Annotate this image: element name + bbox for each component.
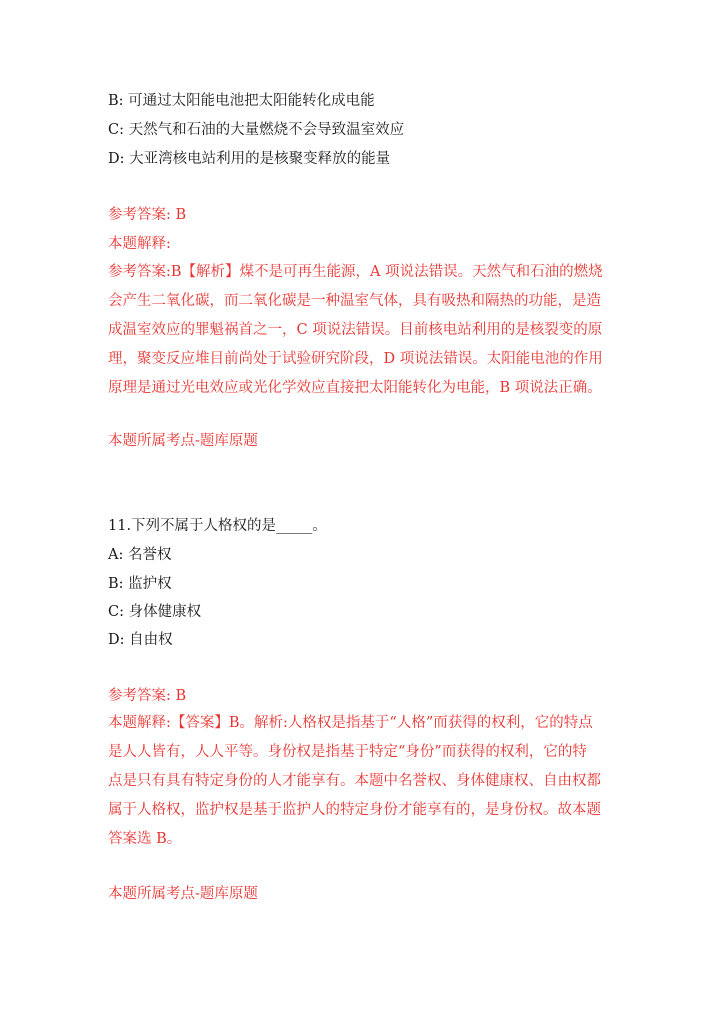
q10-explanation	[108, 258, 608, 403]
q11-source: 本题所属考点-题库原题	[108, 886, 258, 902]
q11-explanation	[108, 709, 608, 854]
q11-explanation-line: 点是只有具有特定身份的人才能享有。本题中名誉权、身体健康权、自由权都	[108, 773, 601, 789]
q11-explanation-line: 属于人格权，监护权是基于监护人的特定身份才能享有的，是身份权。故本题	[108, 802, 601, 818]
q10-option-c: C: 天然气和石油的大量燃烧不会导致温室效应	[108, 122, 405, 138]
q10-explanation-line: 原理是通过光电效应或光化学效应直接把太阳能转化为电能，B 项说法正确。	[108, 380, 602, 396]
q11-explanation-line: 答案选 B。	[108, 831, 182, 847]
q11-option-d: D: 自由权	[108, 632, 173, 648]
q11-explanation-line: 是人人皆有，人人平等。身份权是指基于特定“身份”而获得的权利，它的特	[108, 744, 587, 760]
q11-option-a: A: 名誉权	[108, 547, 172, 563]
q11-answer: 参考答案: B	[108, 688, 187, 704]
q10-option-b: B: 可通过太阳能电池把太阳能转化成电能	[108, 93, 375, 109]
q10-answer: 参考答案: B	[108, 207, 187, 223]
q11-option-c: C: 身体健康权	[108, 604, 202, 620]
q10-explanation-line: 理，聚变反应堆目前尚处于试验研究阶段，D 项说法错误。太阳能电池的作用	[108, 351, 603, 367]
q10-source: 本题所属考点-题库原题	[108, 433, 258, 449]
q10-explanation-line: 会产生二氧化碳，而二氧化碳是一种温室气体，具有吸热和隔热的功能，是造	[108, 293, 601, 309]
q10-explanation-label: 本题解释:	[108, 236, 171, 252]
q10-option-d: D: 大亚湾核电站利用的是核聚变释放的能量	[108, 151, 391, 167]
q10-explanation-line: 参考答案:B【解析】煤不是可再生能源，A 项说法错误。天然气和石油的燃烧	[108, 264, 603, 280]
q11-stem: 11.下列不属于人格权的是_____。	[108, 518, 327, 534]
q11-explanation-line: 本题解释:【答案】B。解析:人格权是指基于“人格”而获得的权利，它的特点	[108, 715, 593, 731]
q10-explanation-line: 成温室效应的罪魁祸首之一，C 项说法错误。目前核电站利用的是核裂变的原	[108, 322, 603, 338]
q11-option-b: B: 监护权	[108, 576, 172, 592]
